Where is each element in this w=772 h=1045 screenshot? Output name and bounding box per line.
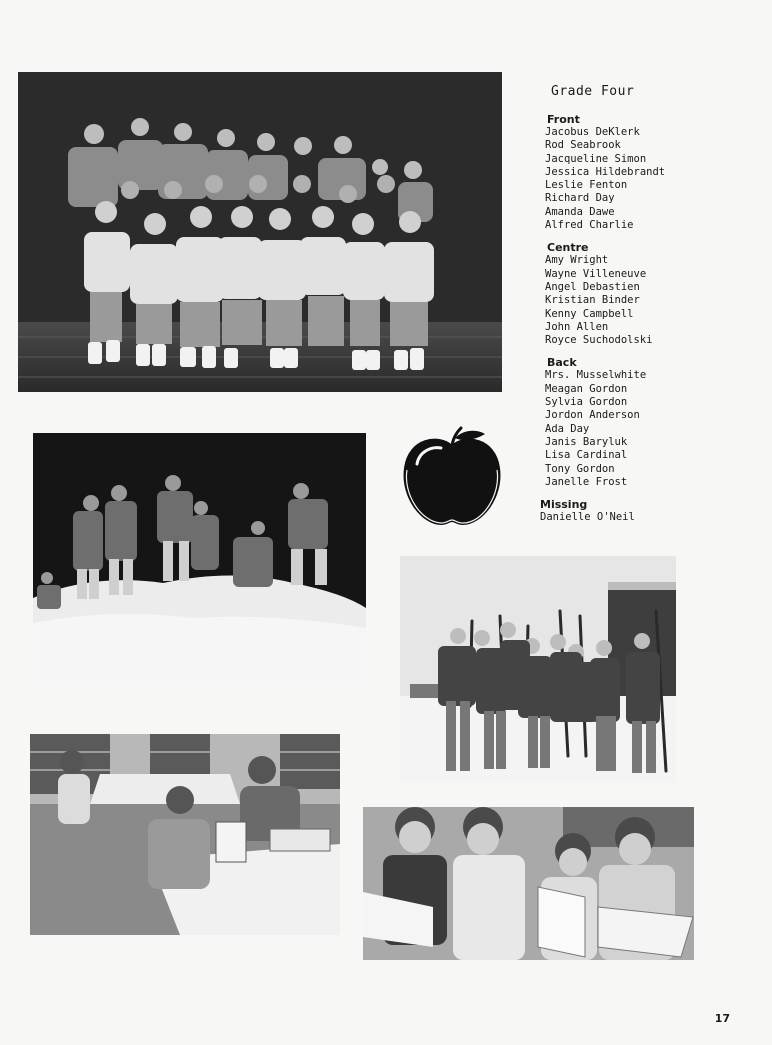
class-group-photo	[18, 72, 502, 392]
group-back	[540, 356, 760, 489]
page-number: 17	[714, 1012, 730, 1025]
student-name: Angel Debastien	[545, 280, 640, 293]
student-name: Janelle Frost	[545, 475, 628, 488]
snow-pile-photo	[33, 433, 366, 680]
group-heading: Back	[547, 356, 577, 370]
student-name: Sylvia Gordon	[545, 396, 628, 409]
student-name: Amy Wright	[545, 254, 609, 267]
student-name: Jacqueline Simon	[545, 152, 647, 165]
student-name: Royce Suchodolski	[545, 334, 653, 347]
name-list	[540, 254, 760, 347]
student-name: Jacobus DeKlerk	[545, 126, 640, 138]
student-name: Mrs. Musselwhite	[545, 369, 647, 382]
student-name: Meagan Gordon	[545, 382, 628, 395]
student-name: Tony Gordon	[545, 462, 615, 475]
name-list	[540, 369, 760, 489]
student-name: Lisa Cardinal	[545, 449, 628, 462]
student-name: Jessica Hildebrandt	[545, 165, 666, 178]
group-heading: Centre	[547, 241, 589, 255]
roster	[540, 84, 760, 533]
student-name: Kenny Campbell	[545, 307, 634, 320]
student-name: Richard Day	[545, 192, 615, 205]
student-name: Janis Baryluk	[545, 435, 628, 448]
group-centre	[540, 241, 760, 347]
library-photo	[30, 734, 340, 935]
student-name: Ada Day	[545, 422, 590, 435]
name-list	[540, 126, 760, 232]
student-name: John Allen	[545, 320, 609, 333]
student-name: Rod Seabrook	[545, 139, 621, 152]
student-name: Jordon Anderson	[545, 409, 640, 422]
student-name: Kristian Binder	[545, 294, 640, 307]
group-missing	[540, 498, 760, 524]
roster-title: Grade Four	[551, 84, 635, 99]
group-heading: Missing	[540, 498, 588, 512]
student-name: Danielle O'Neil	[540, 511, 635, 524]
apple-icon	[399, 424, 505, 530]
student-name: Amanda Dawe	[545, 205, 615, 218]
student-name: Alfred Charlie	[545, 219, 634, 232]
group-heading: Front	[547, 113, 580, 126]
group-front	[540, 113, 760, 232]
ski-group-photo	[400, 556, 676, 783]
reading-photo	[363, 807, 694, 960]
student-name: Leslie Fenton	[545, 179, 628, 192]
name-list	[540, 511, 760, 524]
student-name: Wayne Villeneuve	[545, 267, 647, 280]
